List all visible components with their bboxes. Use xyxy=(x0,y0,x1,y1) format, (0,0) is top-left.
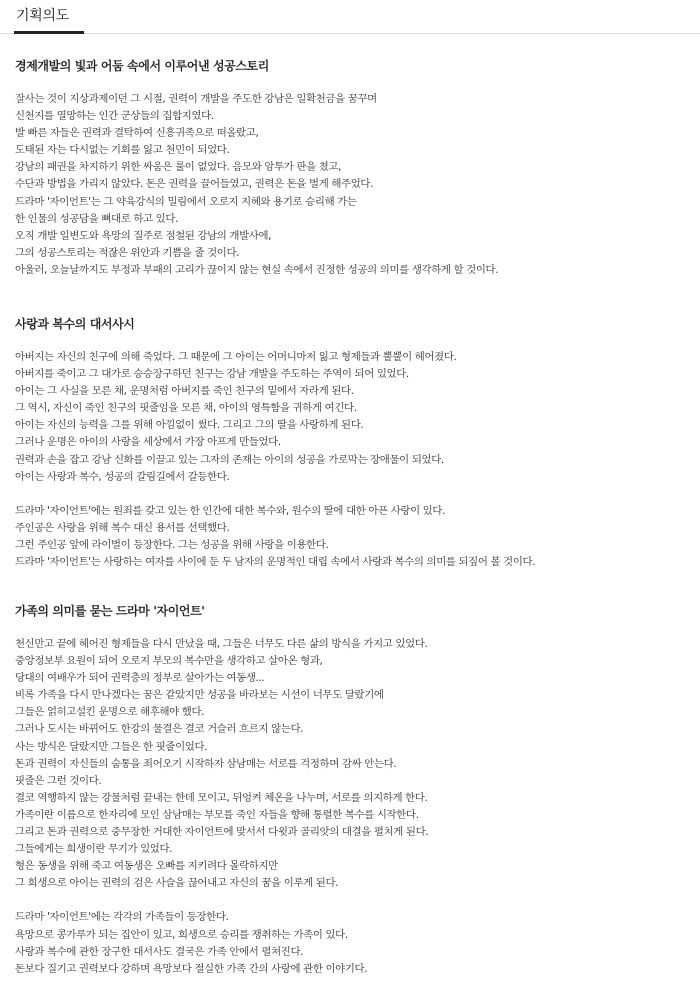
text-line: 아버지를 죽이고 그 대가로 승승장구하던 친구는 강남 개발을 주도하는 주역이 되어 있었다. xyxy=(15,368,409,381)
text-line: 주인공은 사랑을 위해 복수 대신 용서를 선택했다. xyxy=(15,521,230,534)
text-line: 비록 가족을 다시 만나겠다는 꿈은 같았지만 성공을 바라보는 시선이 너무도 달랐기에 xyxy=(15,689,384,702)
section-body xyxy=(15,91,695,279)
text-line: 사랑과 복수에 관한 장구한 대서사도 결국은 가족 안에서 펼쳐진다. xyxy=(15,945,304,958)
text-line: 발 빠른 자들은 권력과 결탁하여 신흥귀족으로 떠올랐고, xyxy=(15,127,259,140)
text-line: 그런 주인공 앞에 라이벌이 등장한다. 그는 성공을 위해 사랑을 이용한다. xyxy=(15,538,329,551)
text-line: 신천지를 열망하는 인간 군상들의 집합지였다. xyxy=(15,110,214,123)
text-line: 핏줄은 그런 것이다. xyxy=(15,774,102,787)
text-line: 오직 개발 일변도와 욕망의 질주로 점철된 강남의 개발사에, xyxy=(15,229,272,242)
tab-header xyxy=(0,0,700,34)
section-heading: 가족의 의미를 묻는 드라마 '자이언트' xyxy=(15,604,205,618)
text-line: 그 희생으로 아이는 권력의 검은 사슬을 끊어내고 자신의 꿈을 이루게 된다. xyxy=(15,877,339,890)
section-body xyxy=(15,636,695,978)
tab-title[interactable]: 기획의도 xyxy=(16,8,69,24)
text-line: 천신만고 끝에 헤어진 형제들을 다시 만났을 때, 그들은 너무도 다른 삶의 방식을 가지고 있었다. xyxy=(15,638,428,650)
text-line: 결코 역행하지 않는 강물처럼 끝내는 한데 모이고, 뒤엉켜 체온을 나누며, 서로를 의지하게 한다. xyxy=(15,791,428,804)
text-line: 아이는 사랑과 복수, 성공의 갈림길에서 갈등한다. xyxy=(15,470,230,483)
text-line: 강남의 패권을 차지하기 위한 싸움은 룰이 없었다. 음모와 암투가 판을 쳤고, xyxy=(15,161,342,174)
text-line: 그리고 돈과 권력으로 중무장한 거대한 자이언트에 맞서서 다윗과 골리앗의 대결을 펼치게 된다. xyxy=(15,826,429,839)
section-economic-development xyxy=(15,57,695,279)
text-line: 당대의 여배우가 되어 권력층의 정부로 살아가는 여동생... xyxy=(15,672,265,685)
text-line: 그러나 도시는 바뀌어도 한강의 물결은 결코 거슬러 흐르지 않는다. xyxy=(15,723,304,736)
paragraph xyxy=(15,349,695,486)
section-love-and-revenge xyxy=(15,315,695,571)
text-line: 아울러, 오늘날까지도 부정과 부패의 고리가 끊이지 않는 현실 속에서 진정한 성공의 의미를 생각하게 할 것이다. xyxy=(15,263,499,276)
section-meaning-of-family xyxy=(15,602,695,978)
text-line: 드라마 '자이언트'는 그 약육강식의 밀림에서 오로지 지혜와 용기로 승리해 가는 xyxy=(15,195,357,208)
text-line: 아이는 자신의 능력을 그를 위해 아낌없이 썼다. 그리고 그의 딸을 사랑하게 된다. xyxy=(15,419,364,432)
text-line: 수단과 방법을 가리지 않았다. 돈은 권력을 끌어들였고, 권력은 돈을 벌게 해주었다. xyxy=(15,178,374,191)
text-line: 한 인물의 성공담을 뼈대로 하고 있다. xyxy=(15,212,179,225)
paragraph xyxy=(15,636,695,892)
text-line: 돈보다 질기고 권력보다 강하며 욕망보다 절실한 가족 간의 사랑에 관한 이야기다. xyxy=(15,962,368,975)
section-heading: 사랑과 복수의 대서사시 xyxy=(15,317,135,331)
text-line: 사는 방식은 달랐지만 그들은 한 핏줄이었다. xyxy=(15,740,208,753)
text-line: 아버지는 자신의 친구에 의해 죽었다. 그 때문에 그 아이는 어머니마저 잃고 형제들과 뿔뿔이 헤어졌다. xyxy=(15,351,457,363)
text-line: 권력과 손을 잡고 강남 신화를 이끌고 있는 그자의 존재는 아이의 성공을 가로막는 장애물이 되었다. xyxy=(15,453,444,466)
text-line: 그 역시, 자신이 죽인 친구의 핏줄임을 모른 채, 아이의 영특함을 귀하게 여긴다. xyxy=(15,402,357,415)
text-line: 드라마 '자이언트'에는 원죄를 갖고 있는 한 인간에 대한 복수와, 원수의 딸에 대한 아픈 사랑이 있다. xyxy=(15,504,446,517)
text-line: 도태된 자는 다시없는 기회를 잃고 천민이 되었다. xyxy=(15,144,230,157)
text-line: 돈과 권력이 자신들의 숨통을 죄어오기 시작하자 삼남매는 서로를 걱정하며 감싸 안는다. xyxy=(15,757,397,770)
text-line: 그들에게는 희생이란 무기가 있었다. xyxy=(15,843,173,856)
text-line: 형은 동생을 위해 죽고 여동생은 오빠를 지키려다 몰락하지만 xyxy=(15,860,278,873)
text-line: 드라마 '자이언트'에는 각각의 가족들이 등장한다. xyxy=(15,911,229,924)
text-line: 잘사는 것이 지상과제이던 그 시절, 권력이 개발을 주도한 강남은 일확천금을 꿈꾸며 xyxy=(15,93,377,105)
paragraph xyxy=(15,909,695,977)
text-line: 아이는 그 사실을 모른 채, 운명처럼 아버지를 죽인 친구의 밑에서 자라게 된다. xyxy=(15,385,354,398)
text-line: 그러나 운명은 아이의 사랑을 세상에서 가장 아프게 만들었다. xyxy=(15,436,281,449)
text-line: 욕망으로 콩가루가 되는 집안이 있고, 희생으로 승리를 쟁취하는 가족이 있다. xyxy=(15,928,348,941)
text-line: 가족이란 이름으로 한자리에 모인 삼남매는 부모를 죽인 자들을 향해 통렬한 복수를 시작한다. xyxy=(15,808,419,821)
tab-active-underline xyxy=(14,31,84,34)
section-body xyxy=(15,349,695,571)
section-heading: 경제개발의 빛과 어둠 속에서 이루어낸 성공스토리 xyxy=(15,59,269,73)
text-line: 드라마 '자이언트'는 사랑하는 여자를 사이에 둔 두 남자의 운명적인 대립 속에서 사랑과 복수의 의미를 되짚어 볼 것이다. xyxy=(15,556,536,569)
text-line: 중앙정보부 요원이 되어 오로지 부모의 복수만을 생각하고 살아온 형과, xyxy=(15,655,323,668)
text-line: 그의 성공스토리는 적잖은 위안과 기쁨을 줄 것이다. xyxy=(15,246,240,259)
paragraph xyxy=(15,91,695,279)
paragraph xyxy=(15,503,695,571)
text-line: 그들은 얽히고설킨 운명으로 해후해야 했다. xyxy=(15,706,205,719)
